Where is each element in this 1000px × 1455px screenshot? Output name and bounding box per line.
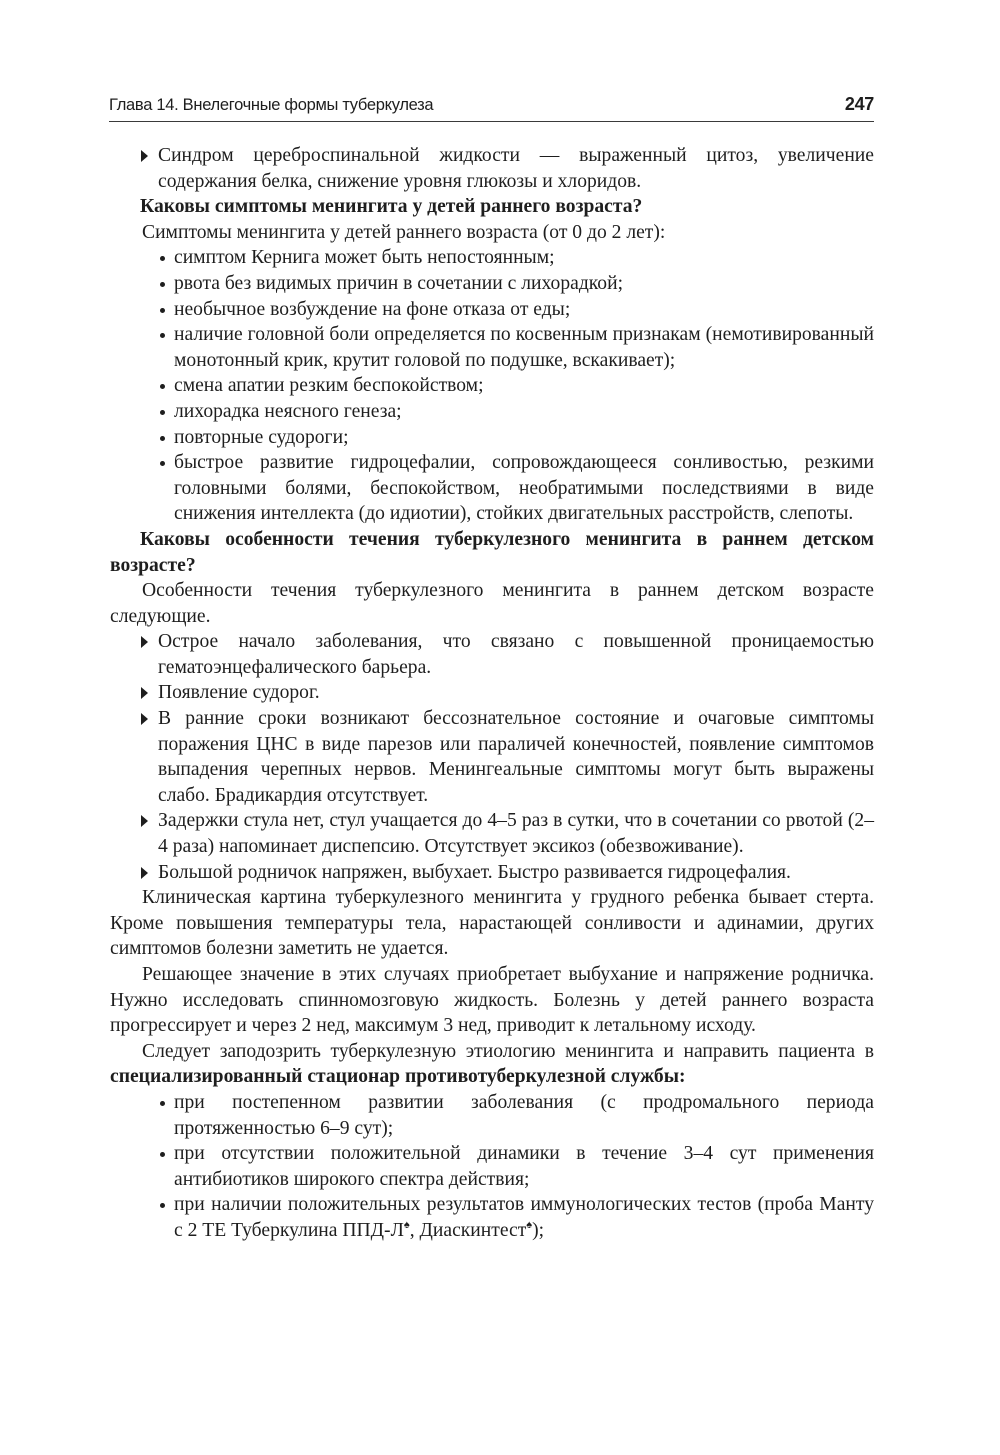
emphasis-text: специализированный стационар противотуберкулезной службы: (110, 1066, 686, 1088)
question-heading: Каковы особенности течения туберкулезного менингита в раннем детском возрасте? (110, 528, 874, 576)
list-item: Синдром цереброспинальной жидкости — выраженный цитоз, увеличение содержания белка, снижение уровня глюкозы и хлоридов. (110, 143, 874, 194)
list-item: Задержки стула нет, стул учащается до 4–5 раз в сутки, что в сочетании со рвотой (2–4 раза) напоминает диспепсию. Отсутствует эксикоз (обезвоживание). (110, 808, 874, 859)
paragraph: Решающее значение в этих случаях приобретает выбухание и напряжение родничка. Нужно исследовать спинномозговую жидкость. Болезнь у детей раннего возраста прогрессирует и через 2 нед, максимум 3 нед, приводит к летальному исходу. (110, 964, 874, 1037)
list-item: лихорадка неясного генеза; (110, 399, 874, 425)
list-item: повторные судороги; (110, 425, 874, 451)
list-item-text: ); (532, 1219, 545, 1241)
spade-mark-icon: ♠ (403, 1218, 410, 1231)
list-item: необычное возбуждение на фоне отказа от еды; (110, 297, 874, 323)
list-item: В ранние сроки возникают бессознательное состояние и очаговые симптомы поражения ЦНС в виде парезов или параличей конечностей, появление симптомов выпадения черепных нервов. Менингеальные симптомы могут быть выражены слабо. Брадикардия отсутствует. (110, 706, 874, 808)
paragraph: Симптомы менингита у детей раннего возраста (от 0 до 2 лет): (142, 221, 666, 243)
page-body (110, 143, 874, 1244)
list-item-text: , Диаскинтест (409, 1219, 527, 1241)
paragraph (110, 1039, 874, 1090)
question-heading: Каковы симптомы менингита у детей раннего возраста? (140, 196, 643, 218)
list-item: быстрое развитие гидроцефалии, сопровождающееся сонливостью, резкими головными болями, беспокойством, необратимыми последствиями в виде снижения интеллекта (до идиотии), стойких двигательных расстройств, слепоты. (110, 450, 874, 527)
spade-mark-icon: ♠ (526, 1218, 533, 1231)
list-item: смена апатии резким беспокойством; (110, 373, 874, 399)
list-item: Большой родничок напряжен, выбухает. Быстро развивается гидроцефалия. (110, 860, 874, 886)
list-item: Острое начало заболевания, что связано с повышенной проницаемостью гематоэнцефалического барьера. (110, 629, 874, 680)
paragraph: Особенности течения туберкулезного менингита в раннем детском возрасте следующие. (110, 580, 874, 627)
list-item-text: при наличии положительных результатов иммунологических тестов (проба Манту с 2 ТЕ Туберкулина ППД-Л (174, 1194, 874, 1241)
paragraph-text: Следует заподозрить туберкулезную этиологию менингита и направить пациента в (142, 1040, 874, 1062)
list-item: при постепенном развитии заболевания (с продромального периода протяженностью 6–9 сут); (110, 1090, 874, 1141)
running-header (109, 93, 874, 122)
list-item: рвота без видимых причин в сочетании с лихорадкой; (110, 271, 874, 297)
list-item: Появление судорог. (110, 680, 874, 706)
list-item (110, 1192, 874, 1243)
chapter-title: Глава 14. Внелегочные формы туберкулеза (109, 96, 434, 114)
list-item: симптом Кернига может быть непостоянным; (110, 245, 874, 271)
list-item: наличие головной боли определяется по косвенным признакам (немотивированный монотонный крик, крутит головой по подушке, вскакивает); (110, 322, 874, 373)
list-item: при отсутствии положительной динамики в течение 3–4 сут применения антибиотиков широкого спектра действия; (110, 1141, 874, 1192)
paragraph: Клиническая картина туберкулезного менингита у грудного ребенка бывает стерта. Кроме повышения температуры тела, нарастающей сонливости и адинамии, других симптомов болезни заметить не удается. (110, 887, 874, 960)
page-number: 247 (844, 94, 874, 114)
